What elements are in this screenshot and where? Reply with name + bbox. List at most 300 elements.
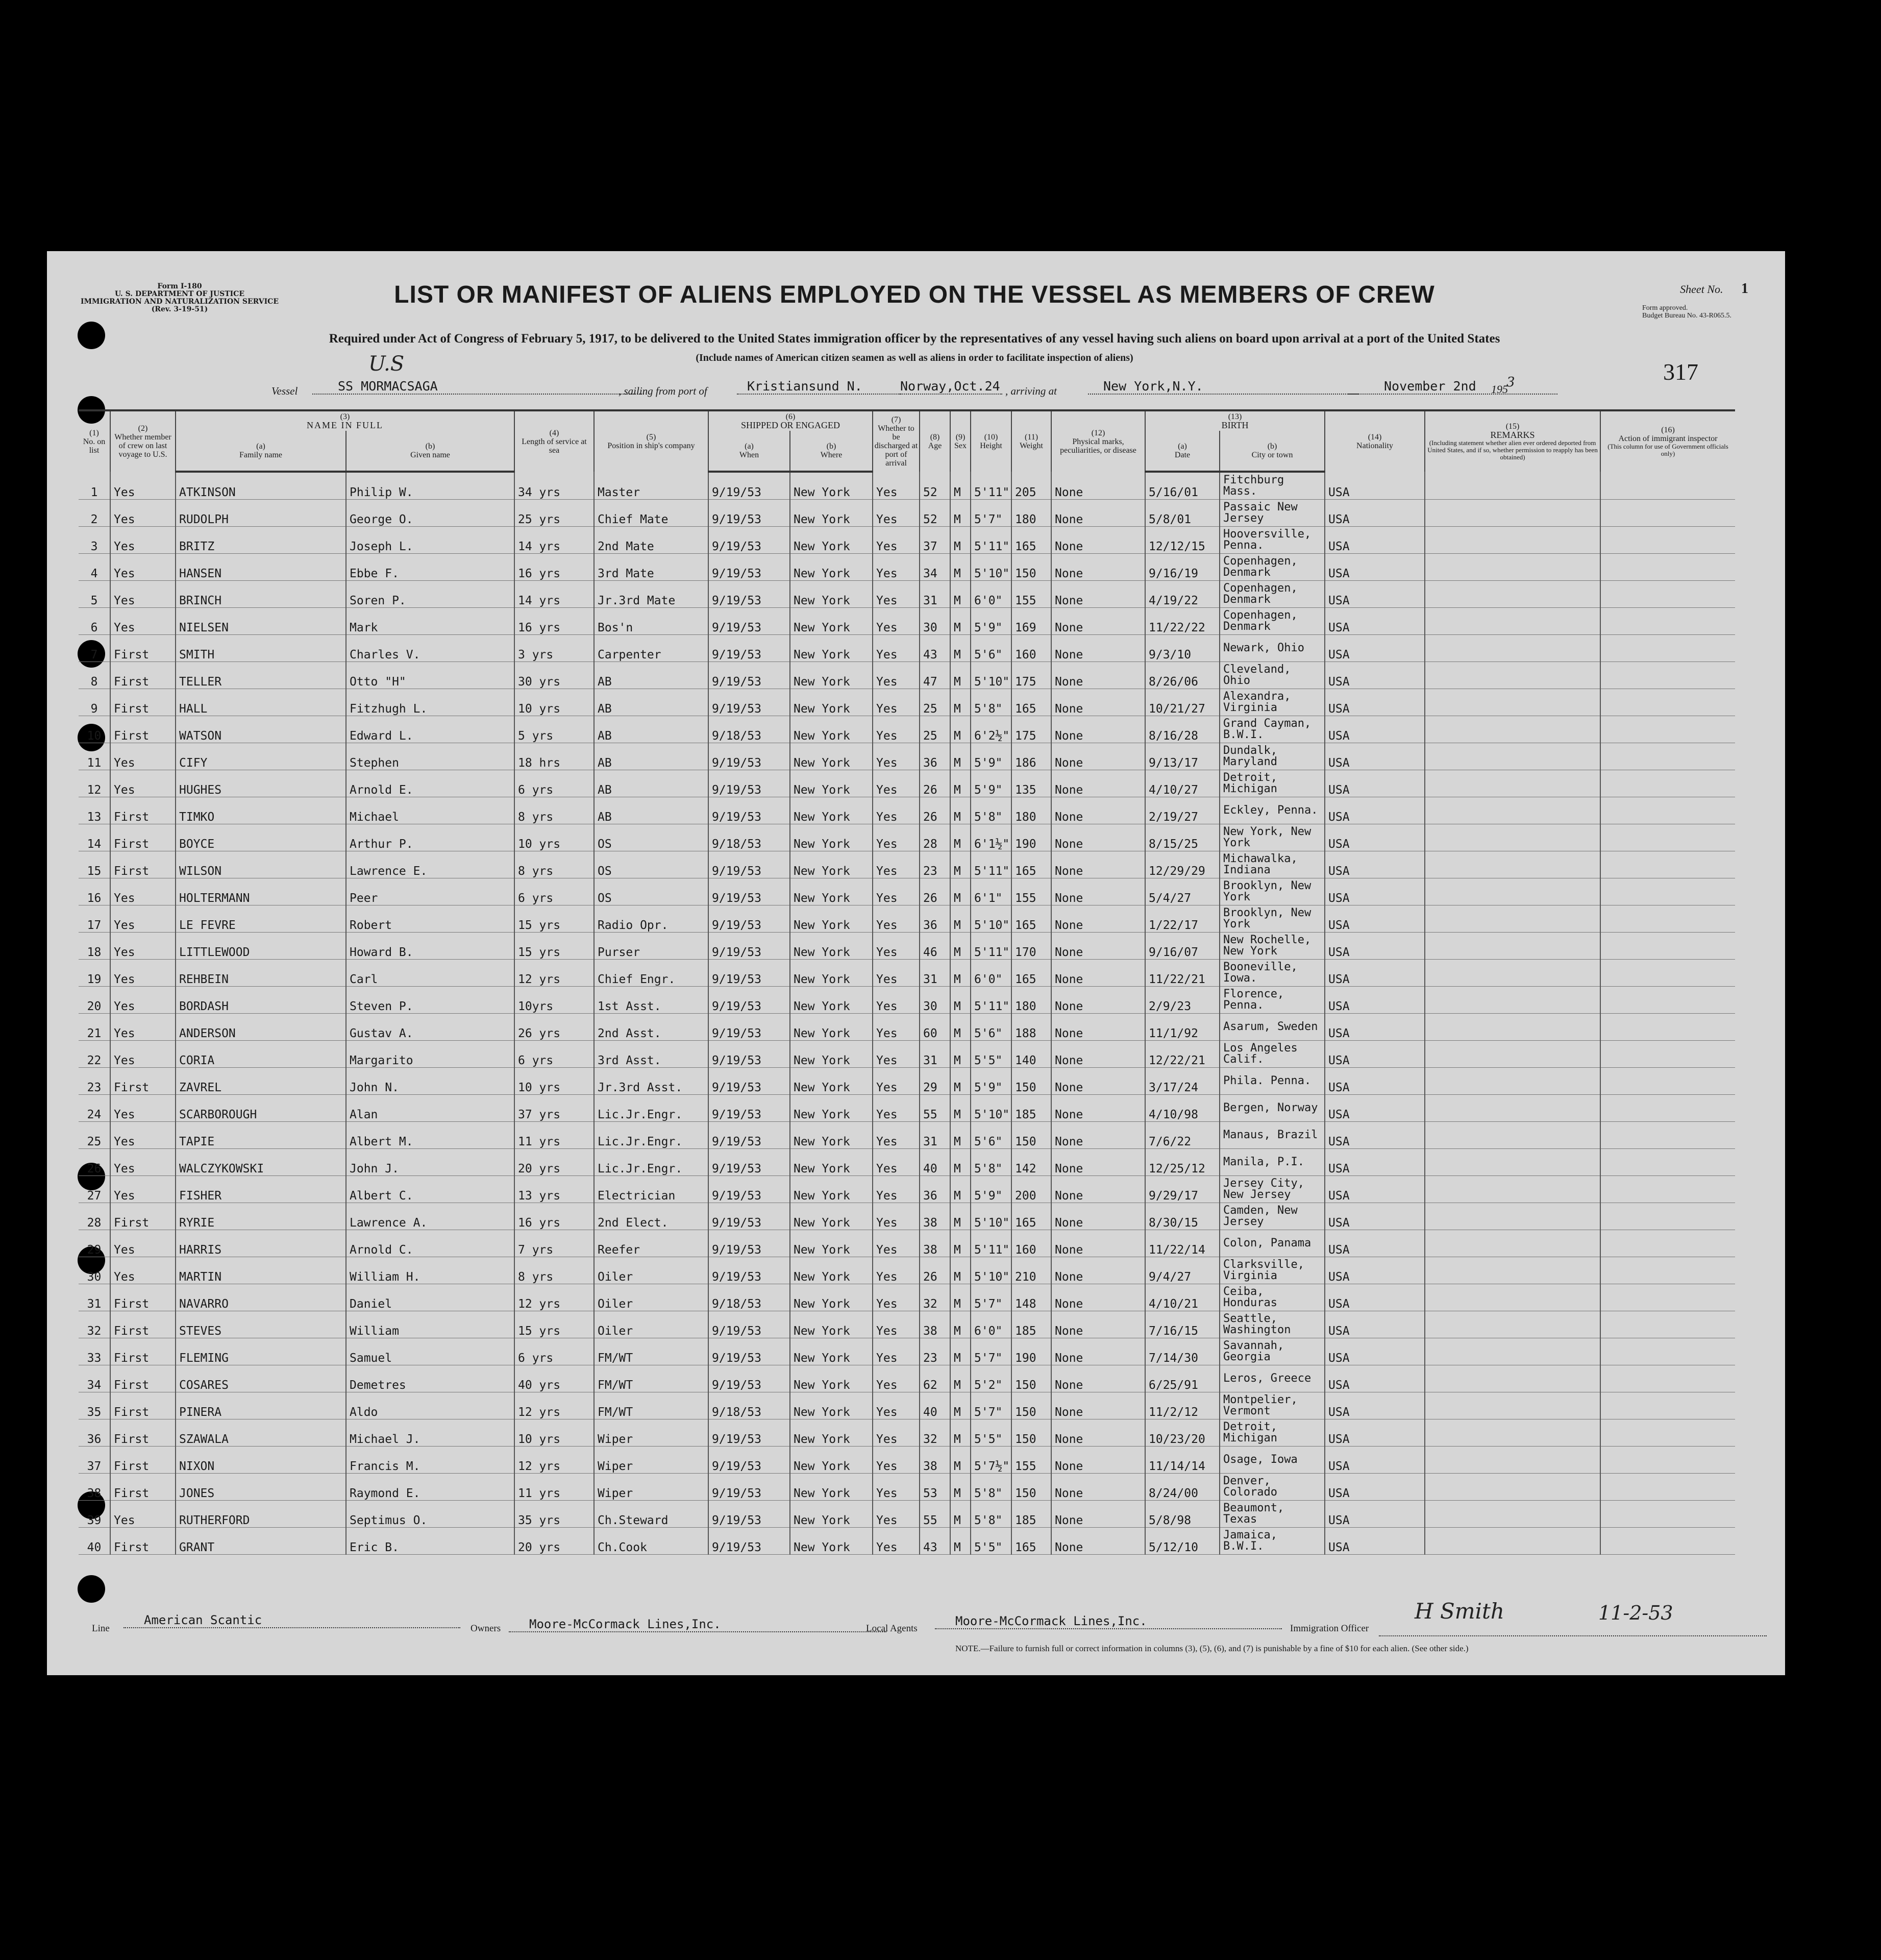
cell-position: Oiler — [594, 1284, 708, 1311]
cell-previous-voyage: First — [110, 1203, 176, 1230]
sailing-port: Kristiansund N. — [737, 379, 900, 395]
cell-sex: M — [950, 797, 971, 824]
cell-inspector-action — [1600, 743, 1735, 770]
cell-service-length: 15 yrs — [514, 905, 594, 933]
cell-physical-marks: None — [1051, 581, 1145, 608]
cell-inspector-action — [1600, 987, 1735, 1014]
cell-shipped-place: New York — [790, 1230, 873, 1257]
cell-previous-voyage: Yes — [110, 1501, 176, 1528]
cell-position: Lic.Jr.Engr. — [594, 1149, 708, 1176]
cell-inspector-action — [1600, 1014, 1735, 1041]
cell-position: AB — [594, 770, 708, 797]
cell-row-number: 1 — [79, 472, 110, 500]
cell-service-length: 12 yrs — [514, 1284, 594, 1311]
cell-birth-city: Jamaica, B.W.I. — [1220, 1528, 1325, 1555]
cell-remarks — [1425, 1014, 1600, 1041]
cell-position: Radio Opr. — [594, 905, 708, 933]
cell-height: 5'9" — [971, 1176, 1011, 1203]
cell-sex: M — [950, 987, 971, 1014]
cell-given-name: Charles V. — [346, 635, 514, 662]
cell-height: 5'2" — [971, 1365, 1011, 1392]
cell-height: 5'9" — [971, 608, 1011, 635]
cell-nationality: USA — [1325, 1284, 1425, 1311]
cell-physical-marks: None — [1051, 1176, 1145, 1203]
cell-physical-marks: None — [1051, 1284, 1145, 1311]
cell-discharged: Yes — [873, 1447, 920, 1474]
officer-date: 11-2-53 — [1598, 1602, 1673, 1624]
cell-nationality: USA — [1325, 635, 1425, 662]
cell-position: AB — [594, 662, 708, 689]
table-row — [79, 554, 1735, 581]
col-header-remarks: (15) REMARKS (Including statement whether alien ever ordered deported from United States, and if so, whether permission to reapply has been obtained) — [1425, 410, 1600, 472]
cell-position: AB — [594, 689, 708, 716]
cell-service-length: 10 yrs — [514, 1419, 594, 1447]
cell-birth-city: Michawalka, Indiana — [1220, 851, 1325, 878]
cell-family-name: SCARBOROUGH — [176, 1095, 346, 1122]
cell-shipped-date: 9/19/53 — [708, 1501, 790, 1528]
cell-sex: M — [950, 770, 971, 797]
cell-previous-voyage: Yes — [110, 608, 176, 635]
table-row — [79, 500, 1735, 527]
table-row — [79, 905, 1735, 933]
cell-nationality: USA — [1325, 1392, 1425, 1419]
cell-height: 5'8" — [971, 1474, 1011, 1501]
cell-birth-city: Manaus, Brazil — [1220, 1122, 1325, 1149]
cell-age: 30 — [920, 608, 950, 635]
cell-remarks — [1425, 527, 1600, 554]
cell-weight: 210 — [1011, 1257, 1051, 1284]
cell-height: 5'8" — [971, 797, 1011, 824]
cell-position: Wiper — [594, 1474, 708, 1501]
cell-birth-city: Brooklyn, New York — [1220, 905, 1325, 933]
cell-given-name: Michael — [346, 797, 514, 824]
cell-discharged: Yes — [873, 878, 920, 905]
cell-inspector-action — [1600, 905, 1735, 933]
owners-label: Owners — [471, 1623, 501, 1634]
cell-birth-date: 5/12/10 — [1145, 1528, 1220, 1555]
cell-age: 32 — [920, 1284, 950, 1311]
cell-family-name: RYRIE — [176, 1203, 346, 1230]
cell-previous-voyage: First — [110, 824, 176, 851]
cell-previous-voyage: First — [110, 1392, 176, 1419]
cell-nationality: USA — [1325, 987, 1425, 1014]
cell-age: 38 — [920, 1203, 950, 1230]
cell-sex: M — [950, 554, 971, 581]
cell-birth-date: 5/8/01 — [1145, 500, 1220, 527]
cell-weight: 165 — [1011, 1203, 1051, 1230]
cell-sex: M — [950, 1203, 971, 1230]
punch-hole — [78, 1575, 105, 1603]
cell-sex: M — [950, 581, 971, 608]
cell-row-number: 9 — [79, 689, 110, 716]
cell-remarks — [1425, 1284, 1600, 1311]
cell-birth-city: Booneville, Iowa. — [1220, 960, 1325, 987]
cell-height: 5'10" — [971, 662, 1011, 689]
cell-shipped-date: 9/19/53 — [708, 1122, 790, 1149]
cell-remarks — [1425, 770, 1600, 797]
cell-sex: M — [950, 743, 971, 770]
cell-service-length: 5 yrs — [514, 716, 594, 743]
cell-age: 62 — [920, 1365, 950, 1392]
cell-physical-marks: None — [1051, 716, 1145, 743]
cell-previous-voyage: First — [110, 1419, 176, 1447]
table-row — [79, 581, 1735, 608]
cell-family-name: HUGHES — [176, 770, 346, 797]
cell-given-name: Arnold C. — [346, 1230, 514, 1257]
cell-sex: M — [950, 824, 971, 851]
cell-physical-marks: None — [1051, 635, 1145, 662]
cell-age: 34 — [920, 554, 950, 581]
cell-age: 52 — [920, 472, 950, 500]
cell-sex: M — [950, 905, 971, 933]
cell-birth-date: 12/29/29 — [1145, 851, 1220, 878]
cell-row-number: 31 — [79, 1284, 110, 1311]
cell-inspector-action — [1600, 1041, 1735, 1068]
cell-birth-date: 9/29/17 — [1145, 1176, 1220, 1203]
form-approved-text: Form approved. — [1642, 304, 1688, 312]
cell-nationality: USA — [1325, 689, 1425, 716]
cell-birth-date: 8/30/15 — [1145, 1203, 1220, 1230]
cell-nationality: USA — [1325, 554, 1425, 581]
cell-nationality: USA — [1325, 960, 1425, 987]
cell-shipped-date: 9/19/53 — [708, 1041, 790, 1068]
cell-remarks — [1425, 1230, 1600, 1257]
cell-weight: 165 — [1011, 960, 1051, 987]
cell-sex: M — [950, 1419, 971, 1447]
table-row — [79, 1014, 1735, 1041]
cell-height: 5'11" — [971, 933, 1011, 960]
col-header-age: (8) Age — [920, 410, 950, 472]
cell-position: Ch.Cook — [594, 1528, 708, 1555]
cell-physical-marks: None — [1051, 1311, 1145, 1338]
cell-family-name: FISHER — [176, 1176, 346, 1203]
cell-age: 46 — [920, 933, 950, 960]
cell-service-length: 30 yrs — [514, 662, 594, 689]
cell-sex: M — [950, 1014, 971, 1041]
cell-remarks — [1425, 662, 1600, 689]
cell-shipped-date: 9/19/53 — [708, 1338, 790, 1365]
col-header-birth-city: (b) City or town — [1220, 431, 1325, 472]
cell-birth-city: Beaumont, Texas — [1220, 1501, 1325, 1528]
cell-previous-voyage: Yes — [110, 1149, 176, 1176]
cell-height: 6'0" — [971, 1311, 1011, 1338]
cell-birth-date: 8/16/28 — [1145, 716, 1220, 743]
cell-physical-marks: None — [1051, 1528, 1145, 1555]
cell-nationality: USA — [1325, 1528, 1425, 1555]
cell-shipped-date: 9/19/53 — [708, 554, 790, 581]
cell-service-length: 10 yrs — [514, 1068, 594, 1095]
cell-shipped-place: New York — [790, 581, 873, 608]
cell-position: AB — [594, 743, 708, 770]
cell-family-name: REHBEIN — [176, 960, 346, 987]
cell-birth-city: Denver, Colorado — [1220, 1474, 1325, 1501]
cell-birth-city: Asarum, Sweden — [1220, 1014, 1325, 1041]
cell-previous-voyage: Yes — [110, 1176, 176, 1203]
cell-nationality: USA — [1325, 1257, 1425, 1284]
cell-family-name: RUDOLPH — [176, 500, 346, 527]
table-row — [79, 960, 1735, 987]
cell-shipped-place: New York — [790, 1203, 873, 1230]
col-header-height: (10) Height — [971, 410, 1011, 472]
cell-physical-marks: None — [1051, 743, 1145, 770]
service-name: IMMIGRATION AND NATURALIZATION SERVICE — [81, 298, 279, 306]
cell-row-number: 35 — [79, 1392, 110, 1419]
cell-service-length: 20 yrs — [514, 1149, 594, 1176]
cell-age: 38 — [920, 1230, 950, 1257]
cell-weight: 190 — [1011, 824, 1051, 851]
cell-family-name: SZAWALA — [176, 1419, 346, 1447]
cell-discharged: Yes — [873, 1365, 920, 1392]
cell-service-length: 20 yrs — [514, 1528, 594, 1555]
cell-birth-city: Montpelier, Vermont — [1220, 1392, 1325, 1419]
col-header-birth: (13) BIRTH — [1145, 410, 1325, 431]
cell-row-number: 36 — [79, 1419, 110, 1447]
cell-shipped-place: New York — [790, 743, 873, 770]
cell-service-length: 3 yrs — [514, 635, 594, 662]
cell-shipped-date: 9/19/53 — [708, 770, 790, 797]
cell-birth-city: Cleveland, Ohio — [1220, 662, 1325, 689]
cell-position: OS — [594, 851, 708, 878]
cell-birth-city: Manila, P.I. — [1220, 1149, 1325, 1176]
cell-row-number: 18 — [79, 933, 110, 960]
cell-physical-marks: None — [1051, 1419, 1145, 1447]
cell-family-name: WILSON — [176, 851, 346, 878]
cell-birth-date: 2/9/23 — [1145, 987, 1220, 1014]
cell-shipped-place: New York — [790, 1041, 873, 1068]
cell-discharged: Yes — [873, 1203, 920, 1230]
cell-age: 38 — [920, 1447, 950, 1474]
cell-previous-voyage: Yes — [110, 1122, 176, 1149]
cell-weight: 165 — [1011, 851, 1051, 878]
cell-discharged: Yes — [873, 689, 920, 716]
cell-sex: M — [950, 1257, 971, 1284]
cell-position: Chief Engr. — [594, 960, 708, 987]
cell-weight: 165 — [1011, 905, 1051, 933]
cell-birth-date: 2/19/27 — [1145, 797, 1220, 824]
cell-previous-voyage: Yes — [110, 1257, 176, 1284]
cell-inspector-action — [1600, 1447, 1735, 1474]
cell-height: 5'10" — [971, 1095, 1011, 1122]
cell-physical-marks: None — [1051, 1447, 1145, 1474]
cell-shipped-date: 9/19/53 — [708, 527, 790, 554]
table-row — [79, 797, 1735, 824]
cell-height: 5'10" — [971, 1257, 1011, 1284]
cell-remarks — [1425, 1338, 1600, 1365]
cell-remarks — [1425, 1122, 1600, 1149]
cell-shipped-place: New York — [790, 635, 873, 662]
cell-remarks — [1425, 743, 1600, 770]
cell-birth-date: 1/22/17 — [1145, 905, 1220, 933]
cell-height: 6'0" — [971, 581, 1011, 608]
cell-weight: 150 — [1011, 1068, 1051, 1095]
table-row — [79, 1501, 1735, 1528]
cell-height: 5'7" — [971, 1284, 1011, 1311]
cell-service-length: 16 yrs — [514, 1203, 594, 1230]
cell-given-name: William H. — [346, 1257, 514, 1284]
cell-inspector-action — [1600, 500, 1735, 527]
cell-nationality: USA — [1325, 716, 1425, 743]
cell-position: 2nd Asst. — [594, 1014, 708, 1041]
cell-discharged: Yes — [873, 1392, 920, 1419]
table-row — [79, 824, 1735, 851]
cell-height: 5'7" — [971, 500, 1011, 527]
table-row — [79, 770, 1735, 797]
cell-inspector-action — [1600, 662, 1735, 689]
cell-birth-date: 7/6/22 — [1145, 1122, 1220, 1149]
cell-birth-date: 11/14/14 — [1145, 1447, 1220, 1474]
cell-discharged: Yes — [873, 1014, 920, 1041]
cell-weight: 150 — [1011, 1419, 1051, 1447]
cell-nationality: USA — [1325, 1176, 1425, 1203]
cell-birth-date: 12/25/12 — [1145, 1149, 1220, 1176]
cell-sex: M — [950, 1447, 971, 1474]
cell-discharged: Yes — [873, 933, 920, 960]
cell-birth-city: New York, New York — [1220, 824, 1325, 851]
cell-discharged: Yes — [873, 527, 920, 554]
cell-shipped-date: 9/19/53 — [708, 878, 790, 905]
cell-nationality: USA — [1325, 1311, 1425, 1338]
cell-birth-date: 5/16/01 — [1145, 472, 1220, 500]
cell-previous-voyage: Yes — [110, 500, 176, 527]
cell-age: 52 — [920, 500, 950, 527]
cell-discharged: Yes — [873, 554, 920, 581]
table-row — [79, 851, 1735, 878]
arriving-port: New York,N.Y. — [1088, 379, 1358, 395]
cell-age: 28 — [920, 824, 950, 851]
cell-service-length: 12 yrs — [514, 1447, 594, 1474]
cell-birth-city: Bergen, Norway — [1220, 1095, 1325, 1122]
cell-nationality: USA — [1325, 770, 1425, 797]
cell-physical-marks: None — [1051, 770, 1145, 797]
cell-row-number: 34 — [79, 1365, 110, 1392]
cell-shipped-place: New York — [790, 824, 873, 851]
cell-age: 31 — [920, 1041, 950, 1068]
cell-given-name: Ebbe F. — [346, 554, 514, 581]
cell-weight: 185 — [1011, 1311, 1051, 1338]
cell-row-number: 37 — [79, 1447, 110, 1474]
cell-inspector-action — [1600, 716, 1735, 743]
year-prefix: 195 — [1491, 383, 1508, 396]
cell-row-number: 22 — [79, 1041, 110, 1068]
cell-birth-date: 4/10/21 — [1145, 1284, 1220, 1311]
cell-shipped-date: 9/19/53 — [708, 1419, 790, 1447]
cell-inspector-action — [1600, 1203, 1735, 1230]
cell-previous-voyage: First — [110, 689, 176, 716]
cell-shipped-place: New York — [790, 1095, 873, 1122]
cell-family-name: WATSON — [176, 716, 346, 743]
cell-shipped-place: New York — [790, 1149, 873, 1176]
cell-weight: 150 — [1011, 554, 1051, 581]
cell-given-name: Howard B. — [346, 933, 514, 960]
form-header — [78, 283, 282, 313]
cell-previous-voyage: Yes — [110, 770, 176, 797]
cell-previous-voyage: Yes — [110, 1041, 176, 1068]
cell-sex: M — [950, 1149, 971, 1176]
cell-family-name: CIFY — [176, 743, 346, 770]
cell-discharged: Yes — [873, 1338, 920, 1365]
cell-service-length: 11 yrs — [514, 1122, 594, 1149]
col-header-nationality: (14) Nationality — [1325, 410, 1425, 472]
cell-sex: M — [950, 472, 971, 500]
table-row — [79, 635, 1735, 662]
cell-previous-voyage: First — [110, 1284, 176, 1311]
vessel-name: SS MORMACSAGA — [312, 379, 644, 395]
cell-inspector-action — [1600, 1176, 1735, 1203]
cell-row-number: 8 — [79, 662, 110, 689]
cell-nationality: USA — [1325, 662, 1425, 689]
cell-height: 5'6" — [971, 635, 1011, 662]
cell-shipped-place: New York — [790, 1392, 873, 1419]
cell-weight: 185 — [1011, 1095, 1051, 1122]
agents-value: Moore-McCormack Lines,Inc. — [935, 1614, 1282, 1629]
cell-inspector-action — [1600, 1528, 1735, 1555]
cell-position: 2nd Mate — [594, 527, 708, 554]
cell-given-name: Demetres — [346, 1365, 514, 1392]
cell-inspector-action — [1600, 1284, 1735, 1311]
cell-birth-date: 10/21/27 — [1145, 689, 1220, 716]
cell-physical-marks: None — [1051, 1338, 1145, 1365]
cell-sex: M — [950, 716, 971, 743]
cell-age: 31 — [920, 1122, 950, 1149]
cell-physical-marks: None — [1051, 1014, 1145, 1041]
cell-given-name: Michael J. — [346, 1419, 514, 1447]
cell-age: 36 — [920, 1176, 950, 1203]
cell-sex: M — [950, 960, 971, 987]
cell-inspector-action — [1600, 1501, 1735, 1528]
cell-given-name: Steven P. — [346, 987, 514, 1014]
cell-age: 26 — [920, 770, 950, 797]
page-number: 317 — [1663, 359, 1698, 385]
cell-physical-marks: None — [1051, 960, 1145, 987]
cell-service-length: 11 yrs — [514, 1474, 594, 1501]
table-row — [79, 1176, 1735, 1203]
cell-remarks — [1425, 851, 1600, 878]
cell-nationality: USA — [1325, 1365, 1425, 1392]
cell-shipped-place: New York — [790, 1122, 873, 1149]
cell-shipped-date: 9/19/53 — [708, 743, 790, 770]
cell-given-name: Margarito — [346, 1041, 514, 1068]
cell-weight: 135 — [1011, 770, 1051, 797]
cell-service-length: 6 yrs — [514, 878, 594, 905]
table-row — [79, 878, 1735, 905]
cell-birth-city: Detroit, Michigan — [1220, 770, 1325, 797]
year-digit: 3 — [1506, 375, 1515, 390]
cell-family-name: ZAVREL — [176, 1068, 346, 1095]
table-row — [79, 472, 1735, 500]
cell-family-name: NIELSEN — [176, 608, 346, 635]
cell-remarks — [1425, 1203, 1600, 1230]
col-header-sex: (9) Sex — [950, 410, 971, 472]
line-label: Line — [92, 1623, 110, 1634]
col-header-shipped: (6) SHIPPED OR ENGAGED — [708, 410, 873, 431]
cell-discharged: Yes — [873, 1176, 920, 1203]
cell-shipped-date: 9/19/53 — [708, 905, 790, 933]
cell-given-name: Philip W. — [346, 472, 514, 500]
cell-birth-date: 11/22/22 — [1145, 608, 1220, 635]
cell-family-name: WALCZYKOWSKI — [176, 1149, 346, 1176]
col-header-discharged: (7) Whether to be discharged at port of arrival — [873, 410, 920, 472]
col-header-given-name: (b) Given name — [346, 431, 514, 472]
form-revision: (Rev. 3-19-51) — [151, 305, 208, 313]
cell-nationality: USA — [1325, 1014, 1425, 1041]
cell-birth-city: Leros, Greece — [1220, 1365, 1325, 1392]
cell-birth-city: New Rochelle, New York — [1220, 933, 1325, 960]
cell-shipped-place: New York — [790, 1176, 873, 1203]
cell-shipped-date: 9/19/53 — [708, 662, 790, 689]
cell-nationality: USA — [1325, 527, 1425, 554]
cell-discharged: Yes — [873, 851, 920, 878]
cell-family-name: BOYCE — [176, 824, 346, 851]
